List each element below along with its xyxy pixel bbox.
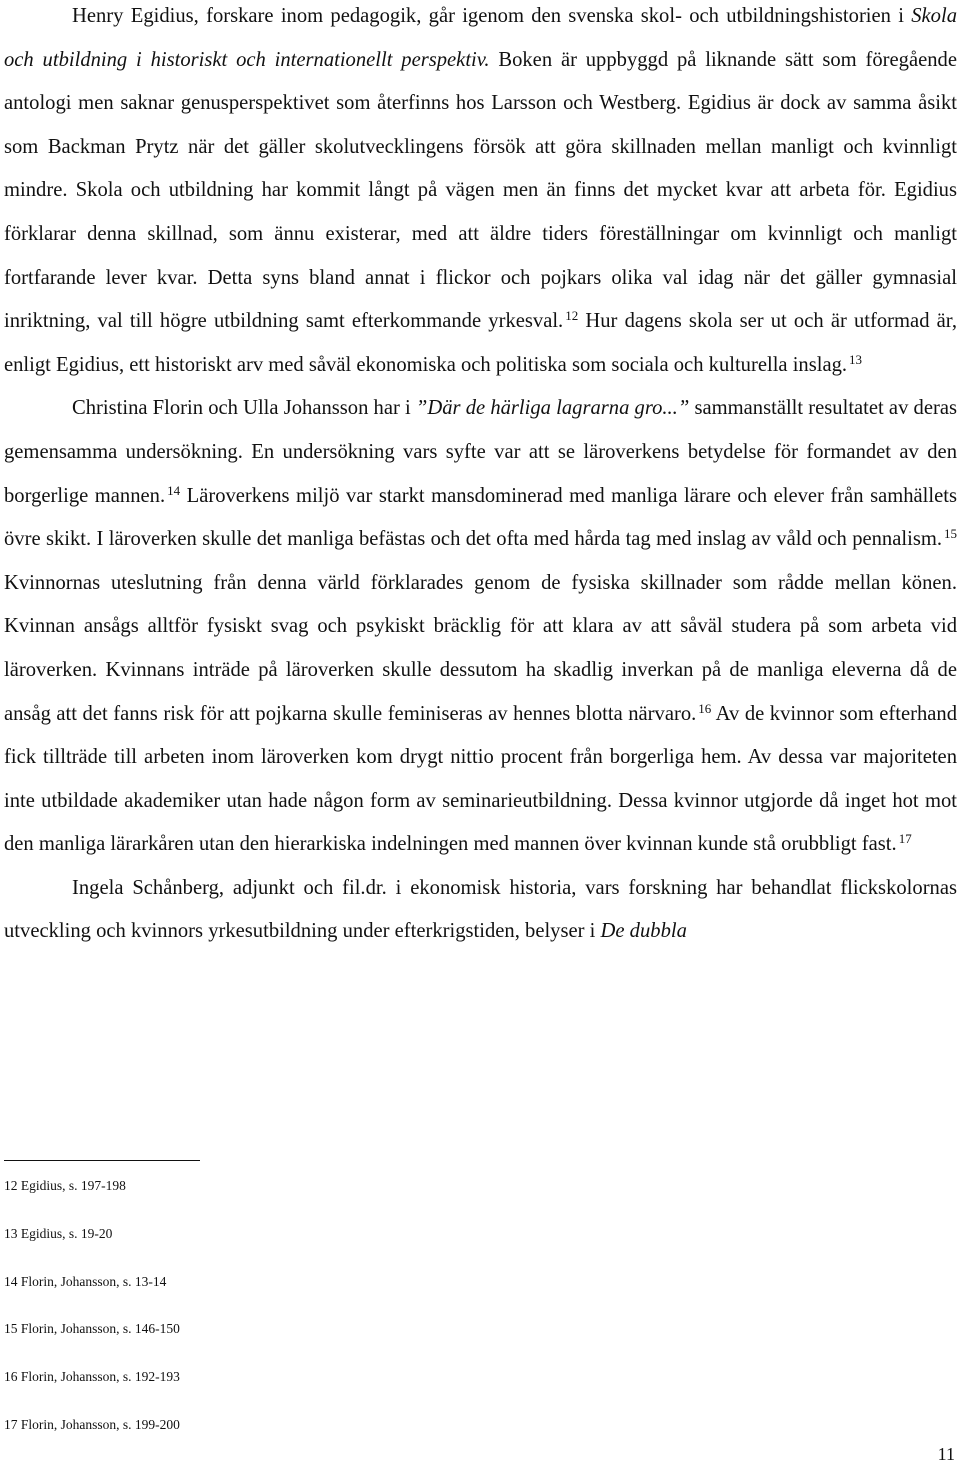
text-run: Av de kvinnor som efterhand fick tillträde till arbeten inom läroverken kom drygt nittio procent från borgerliga hem. Av dessa var majoriteten inte utbildade akademiker utan hade någon form av seminarieutbildning. Dessa kvinnor utgjorde då inget hot mot den manliga lärarkåren utan den hierarkiska indelningen med mannen över kvinnan kunde stå orubbligt fast. (4, 702, 957, 856)
text-run: Läroverkens miljö var starkt mansdominerad med manliga lärare och elever från samhällets övre skikt. I läroverken skulle det manliga befästas och det ofta med hårda tag med inslag av våld och pennalism. (4, 484, 957, 551)
text-run: Hur dagens skola ser ut och är utformad är, enligt Egidius, ett historiskt arv med såväl ekonomiska och politiska som sociala och kulturella inslag. (4, 310, 957, 376)
text-run: Boken är uppbyggd på liknande sätt som föregående antologi men saknar genusperspektivet som återfinns hos Larsson och Westberg. Egidius är dock av samma åsikt som Backman Prytz när det gäller skolutvecklingens försök att göra skillnaden mellan manligt och kvinnligt mindre. Skola och utbildning har kommit långt på vägen men än finns det mycket kvar att arbeta för. Egidius förklarar denna skillnad, som ännu existerar, med att äldre tiders föreställningar om kvinnligt och manligt fortfarande lever kvar. Detta syns bland annat i flickor och pojkars olika val idag när det gäller gymnasial inriktning, val till högre utbildning samt efterkommande yrkesval. (4, 48, 957, 333)
footnote-item: 13 Egidius, s. 19-20 (4, 1225, 113, 1241)
footnote-list (4, 1172, 504, 1459)
italic-title: ”Där de härliga lagrarna gro...” (415, 397, 690, 420)
paragraph (4, 867, 957, 954)
italic-title: De dubbla (600, 920, 687, 943)
text-run: sammanställt resultatet av deras gemensamma undersökning. En undersökning vars syfte var att se läroverkens betydelse för formandet av den borgerlige mannen. (4, 397, 957, 507)
paragraph (4, 0, 957, 387)
italic-title: Skola och utbildning i historiskt och internationellt perspektiv. (4, 5, 957, 71)
footnote-item: 15 Florin, Johansson, s. 146-150 (4, 1321, 180, 1337)
footnote-reference: 17 (898, 831, 912, 847)
footnote-reference: 12 (565, 308, 579, 324)
text-run: Kvinnornas uteslutning från denna värld förklarades genom de fysiska skillnader som rådde mellan könen. Kvinnan ansågs alltför fysiskt svag och psykiskt bräcklig för att klara av att såväl studera på som arbeta vid läroverken. Kvinnans inträde på läroverken skulle dessutom ha skadlig inverkan på de manliga eleverna då de ansåg att det fanns risk för att pojkarna skulle feminiseras av hennes blotta närvaro. (4, 571, 957, 725)
footnote-reference: 15 (944, 526, 957, 542)
text-run: Ingela Schånberg, adjunkt och fil.dr. i ekonomisk historia, vars forskning har behandlat flickskolornas utveckling och kvinnors yrkesutbildning under efterkrigstiden, belyser i (4, 876, 957, 943)
footnote-item: 14 Florin, Johansson, s. 13-14 (4, 1273, 167, 1289)
footnote-reference: 16 (698, 700, 712, 716)
page-number: 11 (937, 1444, 955, 1464)
footnote-reference: 13 (849, 351, 863, 367)
footnote-separator (4, 1160, 200, 1161)
footnote-reference: 14 (167, 482, 181, 498)
body-text (4, 0, 957, 954)
text-run: Henry Egidius, forskare inom pedagogik, går igenom den svenska skol- och utbildningshistorien i (72, 5, 912, 27)
text-run: Christina Florin och Ulla Johansson har i (72, 397, 416, 420)
footnote-item: 17 Florin, Johansson, s. 199-200 (4, 1416, 180, 1432)
footnote-item: 16 Florin, Johansson, s. 192-193 (4, 1369, 180, 1385)
footnote-item: 12 Egidius, s. 197-198 (4, 1178, 126, 1193)
paragraph (4, 387, 957, 867)
